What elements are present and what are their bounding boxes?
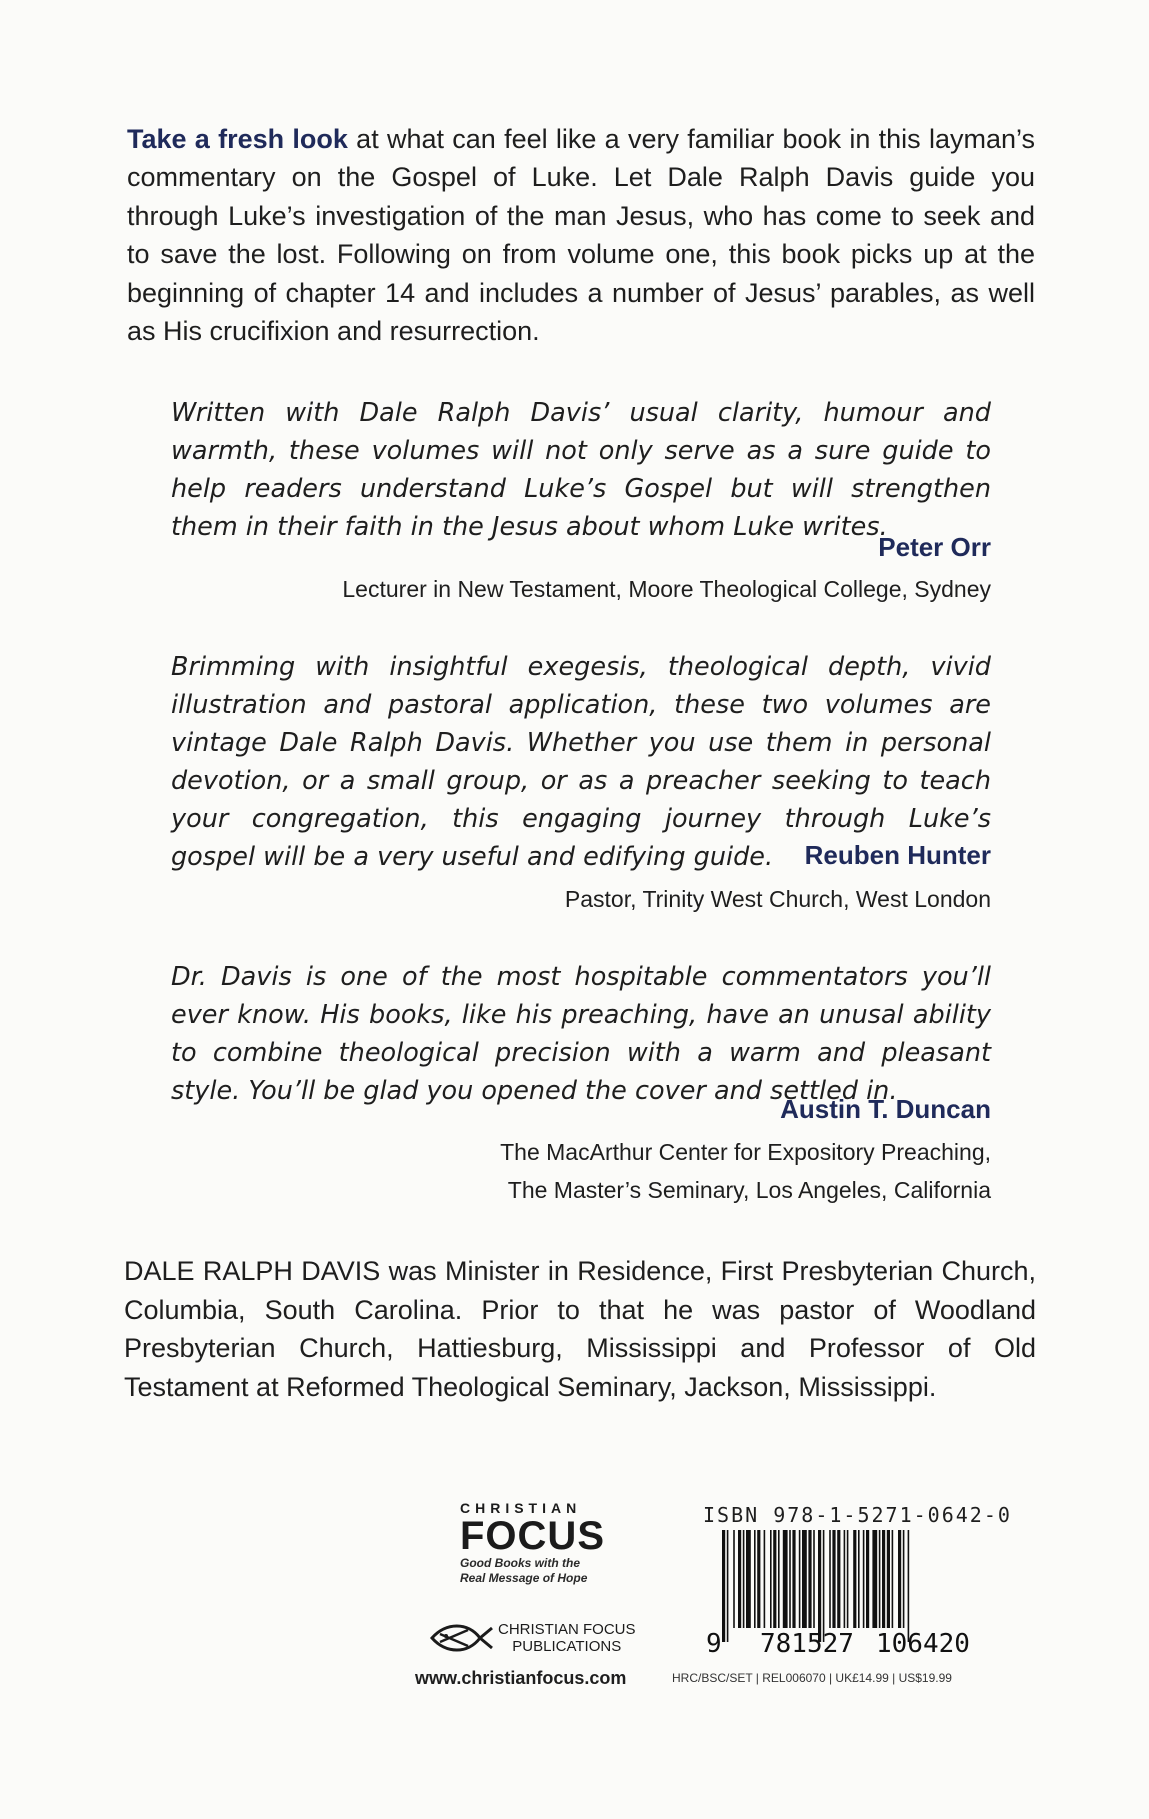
barcode-bar bbox=[799, 1530, 801, 1628]
blurb-text: at what can feel like a very familiar book in this layman’s commentary on the Gospel of Luke. Let Dale Ralph Davis guide you through Luke’s investigation of the man Jesus, who has come to seek and to save the lost. Following on from volume one, this book picks up at the beginning of chapter 14 and includes a number of Jesus’ parables, as well as His crucifixion and resurrection. bbox=[127, 124, 1035, 347]
barcode-bar bbox=[808, 1530, 811, 1628]
barcode-bar bbox=[872, 1530, 877, 1628]
barcode-bar bbox=[792, 1530, 795, 1628]
barcode-bar bbox=[733, 1530, 735, 1628]
cfp-mark bbox=[428, 1618, 636, 1658]
barcode-bar bbox=[789, 1530, 791, 1628]
price-line: HRC/BSC/SET | REL006070 | UK£14.99 | US$19.99 bbox=[672, 1671, 952, 1685]
barcode-bar bbox=[866, 1530, 869, 1628]
logo-tagline-1: Good Books with the bbox=[460, 1556, 580, 1570]
barcode-bar bbox=[844, 1530, 846, 1628]
endorsement-name-1: Peter Orr bbox=[878, 532, 991, 562]
endorsement-role-2: Pastor, Trinity West Church, West London bbox=[564, 886, 991, 912]
barcode-bar bbox=[908, 1530, 910, 1642]
barcode-bar bbox=[863, 1530, 865, 1628]
barcode-bar bbox=[743, 1530, 745, 1628]
barcode-bar bbox=[764, 1530, 766, 1628]
isbn-label: ISBN 978-1-5271-0642-0 bbox=[703, 1503, 1012, 1527]
barcode-bar bbox=[818, 1530, 821, 1642]
barcode-bar bbox=[837, 1530, 840, 1628]
barcode-bar bbox=[823, 1530, 825, 1642]
barcode-bar bbox=[813, 1530, 815, 1628]
barcode-bar bbox=[778, 1530, 780, 1628]
barcode-bar bbox=[832, 1530, 835, 1628]
barcode-bar bbox=[853, 1530, 856, 1628]
logo-tagline-2: Real Message of Hope bbox=[460, 1571, 588, 1585]
endorsement-role-1: Lecturer in New Testament, Moore Theological College, Sydney bbox=[342, 576, 991, 602]
barcode-bar bbox=[802, 1530, 807, 1628]
barcode-bar bbox=[746, 1530, 751, 1628]
barcode-bar bbox=[879, 1530, 881, 1628]
barcode-digits-2: 781527 bbox=[760, 1629, 854, 1658]
blurb-lead: Take a fresh look bbox=[127, 124, 348, 154]
endorsement-role-3b: The Master’s Seminary, Los Angeles, California bbox=[507, 1177, 991, 1203]
endorsement-quote-2: Brimming with insightful exegesis, theological depth, vivid illustration and pastoral application, these two volumes are vintage Dale Ralph Davis. Whether you use them in personal devotion, or a small group, or as a preacher seeking to teach your congregation, this engaging journey through Luke’s gospel will be a very useful and edifying guide. bbox=[171, 652, 991, 872]
cfp-line-2: PUBLICATIONS bbox=[512, 1638, 622, 1655]
endorsement-quote-1: Written with Dale Ralph Davis’ usual clarity, humour and warmth, these volumes will not only serve as a sure guide to help readers understand Luke’s Gospel but will strengthen them in their faith in the Jesus about whom Luke writes. bbox=[171, 398, 991, 542]
barcode-bar bbox=[882, 1530, 885, 1628]
cfp-line-1: CHRISTIAN FOCUS bbox=[498, 1621, 636, 1638]
barcode-bar bbox=[903, 1530, 905, 1628]
barcode-digits-3: 106420 bbox=[876, 1629, 970, 1658]
website-link[interactable]: www.christianfocus.com bbox=[415, 1668, 627, 1688]
barcode-bar bbox=[754, 1530, 756, 1628]
fish-icon bbox=[428, 1618, 494, 1658]
publisher-logo bbox=[460, 1500, 610, 1586]
barcode-bar bbox=[727, 1530, 729, 1642]
barcode-bar bbox=[770, 1530, 772, 1628]
barcode-bar bbox=[738, 1530, 741, 1628]
barcode-bar bbox=[757, 1530, 760, 1628]
logo-christian: CHRISTIAN bbox=[460, 1500, 582, 1516]
barcode-bar bbox=[887, 1530, 890, 1628]
endorsement-name-3: Austin T. Duncan bbox=[780, 1094, 991, 1124]
logo-focus: FOCUS bbox=[460, 1514, 605, 1558]
author-bio: DALE RALPH DAVIS was Minister in Residence, First Presbyterian Church, Columbia, South Carolina. Prior to that he was pastor of Woodland Presbyterian Church, Hattiesburg, Mississippi and Professor of Old Testament at Reformed Theological Seminary, Jackson, Mississippi. bbox=[124, 1256, 1036, 1402]
barcode-bar bbox=[773, 1530, 776, 1628]
barcode-bar bbox=[858, 1530, 860, 1628]
barcode-bar bbox=[898, 1530, 901, 1628]
barcode-bar bbox=[892, 1530, 894, 1628]
barcode-bar bbox=[722, 1530, 725, 1642]
endorsement-name-2: Reuben Hunter bbox=[804, 840, 991, 870]
blurb-paragraph bbox=[127, 120, 1035, 350]
endorsement-role-3a: The MacArthur Center for Expository Preaching, bbox=[500, 1139, 991, 1165]
barcode-bar bbox=[783, 1530, 788, 1628]
barcode-digits-1: 9 bbox=[706, 1629, 722, 1658]
barcode bbox=[698, 1530, 978, 1658]
barcode-bar bbox=[847, 1530, 849, 1628]
barcode-bar bbox=[829, 1530, 831, 1628]
endorsement-quote-3: Dr. Davis is one of the most hospitable commentators you’ll ever know. His books, like his preaching, have an unusal ability to combine theological precision with a warm and pleasant style. You’ll be glad you opened the cover and settled in. bbox=[171, 962, 991, 1106]
